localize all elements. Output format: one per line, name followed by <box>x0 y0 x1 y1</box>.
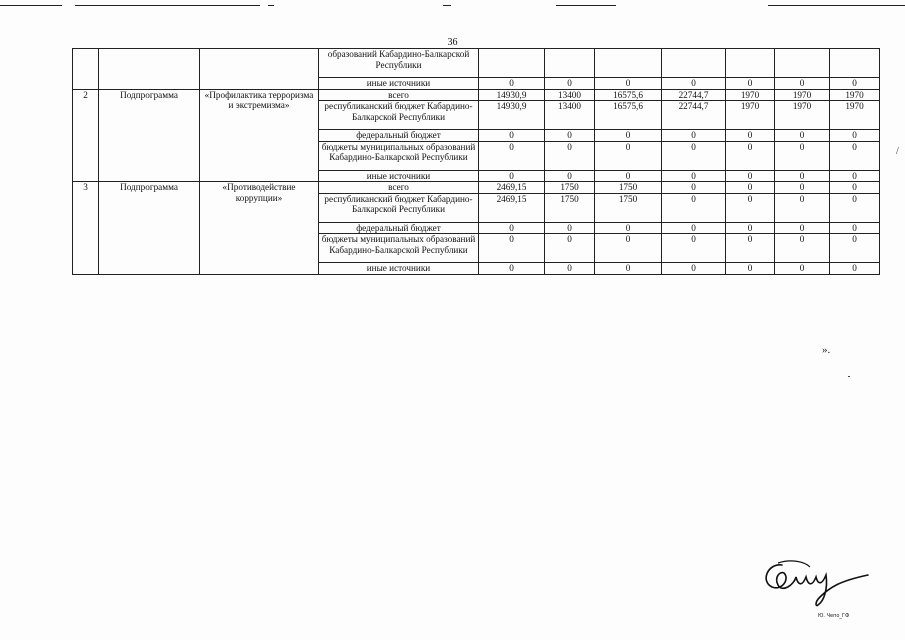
value-cell: 0 <box>545 130 595 142</box>
value-cell: 16575,6 <box>595 89 662 101</box>
value-cell: 0 <box>726 78 775 90</box>
header-rule-3 <box>268 5 274 6</box>
value-cell: 13400 <box>545 89 595 101</box>
source-cell: федеральный бюджет <box>319 222 479 234</box>
value-cell: 1970 <box>726 101 775 130</box>
table-row <box>73 182 880 194</box>
value-cell: 1970 <box>830 89 880 101</box>
value-cell: 0 <box>726 193 775 222</box>
type-cell <box>99 49 200 90</box>
header-rule-4 <box>443 5 451 6</box>
value-cell: 0 <box>545 222 595 234</box>
handwritten-signature <box>760 555 870 610</box>
budget-table <box>72 48 880 275</box>
source-cell: республиканский бюджет Кабардино-Балкарской Республики <box>319 193 479 222</box>
value-cell: 0 <box>662 78 726 90</box>
value-cell: 0 <box>662 263 726 275</box>
value-cell: 0 <box>726 263 775 275</box>
value-cell <box>775 49 830 78</box>
source-cell: иные источники <box>319 263 479 275</box>
source-cell: всего <box>319 89 479 101</box>
header-rule-1 <box>0 5 62 6</box>
value-cell: 14930,9 <box>479 89 545 101</box>
value-cell: 0 <box>662 234 726 263</box>
value-cell: 0 <box>775 141 830 170</box>
value-cell: 0 <box>662 222 726 234</box>
value-cell: 0 <box>595 222 662 234</box>
value-cell: 0 <box>830 234 880 263</box>
value-cell: 0 <box>775 263 830 275</box>
value-cell: 1750 <box>595 182 662 194</box>
source-cell: бюджеты муниципальных образований Кабардино-Балкарской Республики <box>319 141 479 170</box>
num-cell: 2 <box>73 89 99 182</box>
value-cell: 0 <box>479 130 545 142</box>
budget-table-body <box>73 49 880 275</box>
value-cell: 1970 <box>830 101 880 130</box>
value-cell <box>726 49 775 78</box>
value-cell: 0 <box>726 170 775 182</box>
source-cell: бюджеты муниципальных образований Кабардино-Балкарской Республики <box>319 234 479 263</box>
value-cell: 0 <box>595 141 662 170</box>
value-cell: 0 <box>662 182 726 194</box>
value-cell: 0 <box>479 263 545 275</box>
value-cell: 0 <box>726 222 775 234</box>
value-cell: 0 <box>830 141 880 170</box>
header-rule-6 <box>768 5 905 6</box>
num-cell <box>73 49 99 90</box>
value-cell: 1970 <box>775 89 830 101</box>
name-cell <box>200 49 319 90</box>
closing-quote-mark: ». <box>822 344 831 356</box>
value-cell: 0 <box>479 141 545 170</box>
value-cell: 0 <box>595 170 662 182</box>
type-cell: Подпрограмма <box>99 89 200 182</box>
source-cell: иные источники <box>319 78 479 90</box>
value-cell: 0 <box>545 170 595 182</box>
value-cell: 0 <box>545 263 595 275</box>
value-cell: 0 <box>775 182 830 194</box>
value-cell: 0 <box>479 234 545 263</box>
value-cell: 13400 <box>545 101 595 130</box>
value-cell: 0 <box>775 170 830 182</box>
value-cell: 0 <box>775 130 830 142</box>
value-cell: 0 <box>775 222 830 234</box>
value-cell: 16575,6 <box>595 101 662 130</box>
value-cell: 0 <box>479 222 545 234</box>
value-cell: 0 <box>662 130 726 142</box>
value-cell: 0 <box>830 78 880 90</box>
value-cell: 0 <box>775 78 830 90</box>
table-row <box>73 49 880 78</box>
side-mark: / <box>896 146 899 157</box>
value-cell: 1970 <box>726 89 775 101</box>
value-cell: 1750 <box>545 193 595 222</box>
value-cell: 0 <box>830 130 880 142</box>
value-cell: 0 <box>830 193 880 222</box>
value-cell: 0 <box>775 234 830 263</box>
value-cell: 0 <box>726 141 775 170</box>
value-cell: 0 <box>595 78 662 90</box>
value-cell: 1750 <box>545 182 595 194</box>
value-cell: 0 <box>726 130 775 142</box>
table-row <box>73 89 880 101</box>
value-cell: 0 <box>830 182 880 194</box>
scan-dot <box>848 376 850 377</box>
num-cell: 3 <box>73 182 99 275</box>
value-cell: 0 <box>662 141 726 170</box>
value-cell <box>662 49 726 78</box>
source-cell: всего <box>319 182 479 194</box>
header-rule-2 <box>75 5 260 6</box>
value-cell: 1750 <box>595 193 662 222</box>
value-cell <box>830 49 880 78</box>
source-cell: федеральный бюджет <box>319 130 479 142</box>
value-cell: 0 <box>545 78 595 90</box>
value-cell <box>479 49 545 78</box>
value-cell: 0 <box>775 193 830 222</box>
value-cell: 0 <box>595 130 662 142</box>
value-cell: 22744,7 <box>662 101 726 130</box>
name-cell: «Профилактика терроризма и экстремизма» <box>200 89 319 182</box>
type-cell: Подпрограмма <box>99 182 200 275</box>
value-cell: 2469,15 <box>479 182 545 194</box>
signature-caption: Ю. Чепо_ГФ <box>818 613 850 619</box>
value-cell: 0 <box>662 193 726 222</box>
value-cell: 22744,7 <box>662 89 726 101</box>
value-cell: 0 <box>830 222 880 234</box>
value-cell <box>545 49 595 78</box>
source-cell: иные источники <box>319 170 479 182</box>
value-cell: 1970 <box>775 101 830 130</box>
page-number: 36 <box>447 37 458 48</box>
value-cell: 0 <box>726 234 775 263</box>
value-cell: 2469,15 <box>479 193 545 222</box>
value-cell: 0 <box>479 170 545 182</box>
value-cell: 0 <box>662 170 726 182</box>
value-cell: 0 <box>595 234 662 263</box>
source-cell: республиканский бюджет Кабардино-Балкарской Республики <box>319 101 479 130</box>
value-cell: 0 <box>830 170 880 182</box>
name-cell: «Противодействие коррупции» <box>200 182 319 275</box>
header-rule-5 <box>556 5 616 6</box>
value-cell: 0 <box>545 141 595 170</box>
value-cell: 0 <box>595 263 662 275</box>
value-cell: 14930,9 <box>479 101 545 130</box>
value-cell: 0 <box>545 234 595 263</box>
value-cell <box>595 49 662 78</box>
value-cell: 0 <box>726 182 775 194</box>
source-cell: образований Кабардино-Балкарской Республики <box>319 49 479 78</box>
value-cell: 0 <box>830 263 880 275</box>
value-cell: 0 <box>479 78 545 90</box>
